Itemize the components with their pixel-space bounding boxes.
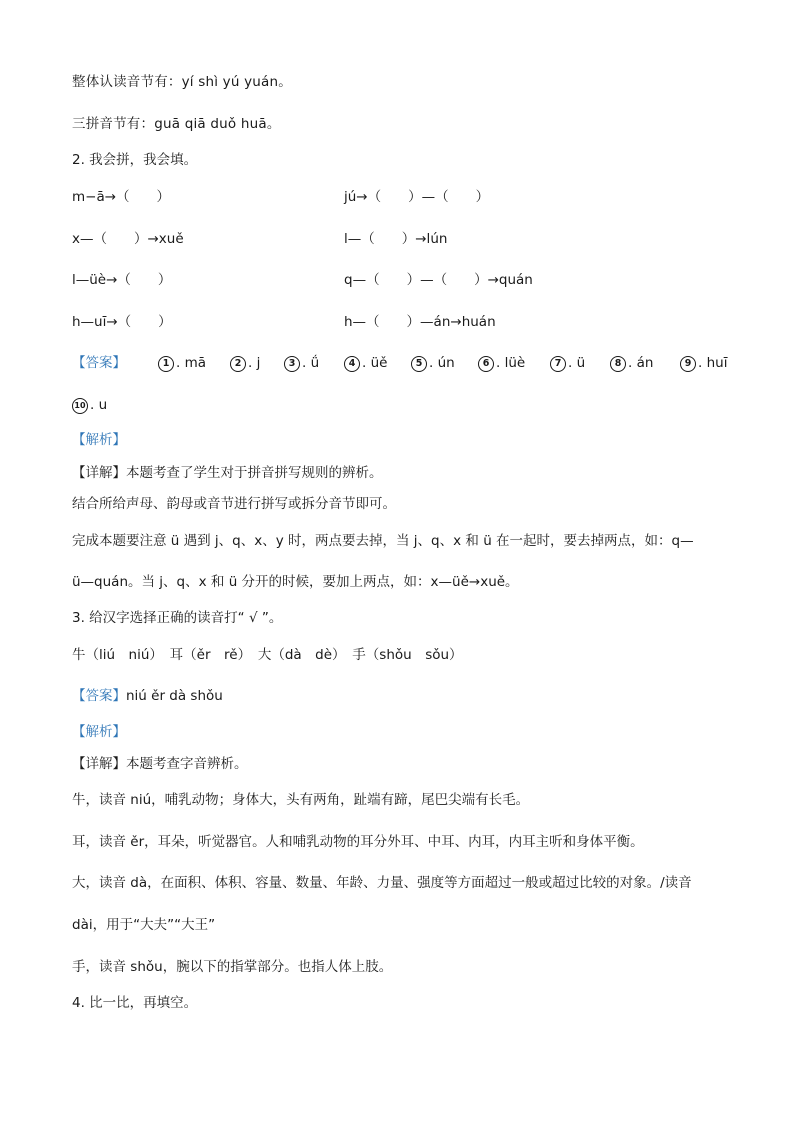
q2-row1-left: m−ā→（ ）: [72, 189, 171, 205]
q2-row1-right: jú→（ ）—（ ）: [344, 189, 490, 205]
q3-analysis-tag: 【解析】: [72, 724, 126, 740]
q3-shou-explanation: 手，读音 shǒu，腕以下的指掌部分。也指人体上肢。: [72, 959, 393, 975]
q3-detail: 【详解】本题考查字音辨析。: [72, 756, 248, 772]
q2-answer-1: [158, 353, 206, 373]
q3-answer-line: [72, 686, 223, 706]
q2-explanation-line-3: 完成本题要注意 ü 遇到 j、q、x、y 时，两点要去掉，当 j、q、x 和 ü 在一起时，要去掉两点，如：q—: [72, 533, 694, 549]
q2-row3-right: q—（ ）—（ ）→quán: [344, 272, 533, 288]
q3-answer-tag: 【答案】: [72, 688, 126, 704]
q3-da-explanation-2: dài，用于“大夫”“大王”: [72, 917, 216, 933]
q2-answer-4: [344, 353, 387, 373]
q2-row2-left: x—（ ）→xuě: [72, 231, 184, 247]
question-2-title: 2. 我会拼，我会填。: [72, 152, 198, 168]
q3-niu-explanation: 牛，读音 niú，哺乳动物；身体大，头有两角，趾端有蹄，尾巴尖端有长毛。: [72, 792, 530, 808]
q2-row2-right: l—（ ）→lún: [344, 231, 448, 247]
triple-syllables-line: 三拼音节有：guā qiā duǒ huā。: [72, 116, 281, 132]
answer-number-badge: 6: [478, 356, 494, 372]
q3-er-explanation: 耳，读音 ěr，耳朵，听觉器官。人和哺乳动物的耳分外耳、中耳、内耳，内耳主听和身体平衡。: [72, 834, 644, 850]
q2-answer-10: [72, 395, 107, 415]
q2-answer-tag: 【答案】: [72, 355, 126, 371]
q2-answer-5: [411, 353, 455, 373]
answer-number-badge: 3: [284, 356, 300, 372]
q2-row4-left: h—uī→（ ）: [72, 314, 172, 330]
q2-analysis-tag: 【解析】: [72, 432, 126, 448]
whole-syllables-line: 整体认读音节有：yí shì yú yuán。: [72, 74, 292, 90]
q3-da-explanation-1: 大，读音 dà，在面积、体积、容量、数量、年龄、力量、强度等方面超过一般或超过比较的对象。/读音: [72, 875, 692, 891]
answer-number-badge: 5: [411, 356, 427, 372]
q2-answer-3: [284, 353, 319, 373]
q3-options: 牛（liú niú） 耳（ěr rě） 大（dà dè） 手（shǒu sǒu）: [72, 647, 463, 663]
q3-answer-text: niú ěr dà shǒu: [126, 688, 223, 704]
q2-row4-right: h—（ ）—án→huán: [344, 314, 496, 330]
answer-text: . huī: [698, 355, 728, 371]
answer-text: . u: [90, 397, 108, 413]
answer-text: . üě: [362, 355, 388, 371]
q2-explanation-line-4: ü—quán。当 j、q、x 和 ü 分开的时候，要加上两点，如：x—üě→xuě。: [72, 574, 519, 590]
q2-answer-2: [230, 353, 260, 373]
q2-answer-7: [550, 353, 585, 373]
answer-number-badge: 9: [680, 356, 696, 372]
answer-number-badge: 1: [158, 356, 174, 372]
answer-text: . án: [628, 355, 654, 371]
answer-number-badge: 8: [610, 356, 626, 372]
q2-explanation-line-2: 结合所给声母、韵母或音节进行拼写或拆分音节即可。: [72, 496, 396, 512]
answer-number-badge: 7: [550, 356, 566, 372]
q2-detail: 【详解】本题考查了学生对于拼音拼写规则的辨析。: [72, 465, 383, 481]
q2-row3-left: l—üè→（ ）: [72, 272, 172, 288]
answer-text: . ü: [568, 355, 586, 371]
q2-answer-8: [610, 353, 653, 373]
question-4-title: 4. 比一比，再填空。: [72, 995, 198, 1011]
q2-answer-6: [478, 353, 525, 373]
answer-text: . j: [248, 355, 261, 371]
answer-number-badge: 4: [344, 356, 360, 372]
answer-number-badge: 10: [72, 398, 88, 414]
answer-text: . ǘ: [302, 355, 320, 371]
answer-number-badge: 2: [230, 356, 246, 372]
answer-text: . ún: [429, 355, 455, 371]
answer-text: . mā: [176, 355, 207, 371]
answer-text: . lüè: [496, 355, 526, 371]
q2-answer-9: [680, 353, 727, 373]
question-3-title: 3. 给汉字选择正确的读音打“ √ ”。: [72, 610, 283, 626]
